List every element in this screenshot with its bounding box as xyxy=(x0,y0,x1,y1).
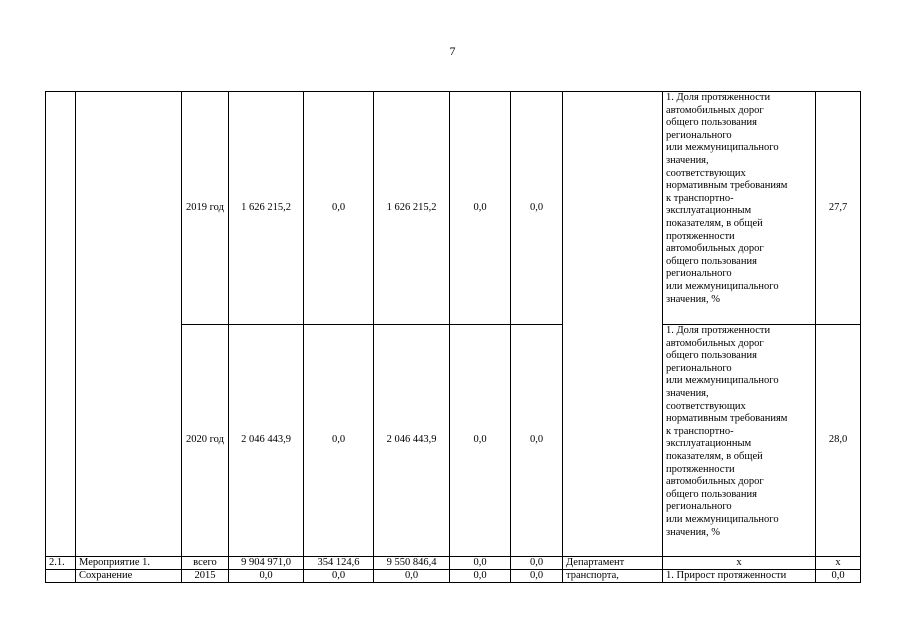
indicator-line: к транспортно- xyxy=(666,425,734,437)
regional-cell: 1 626 215,2 xyxy=(374,92,450,325)
federal-cell: 0,0 xyxy=(304,325,374,557)
indicator-line: показателям, в общей xyxy=(666,217,763,229)
executor-line1: Департамент xyxy=(563,557,663,570)
indicator-value-cell: 28,0 xyxy=(816,325,861,557)
indicator-line: значения, % xyxy=(666,293,721,305)
indicator-line: протяженности xyxy=(666,230,735,242)
regional-cell: 0,0 xyxy=(374,570,450,583)
other-cell: 0,0 xyxy=(511,557,563,570)
indicator-line: или межмуниципального xyxy=(666,513,779,525)
table-row-measure-2015 xyxy=(46,570,861,583)
indicator-line: автомобильных дорог xyxy=(666,337,764,349)
indicator-line: общего пользования xyxy=(666,488,757,500)
indicator-cell: 1. Прирост протяженности xyxy=(663,570,816,583)
indicator-line: регионального xyxy=(666,501,732,513)
indicator-line: автомобильных дорог xyxy=(666,104,764,116)
measure-number-cell-empty xyxy=(46,570,76,583)
executor-cell-empty xyxy=(563,92,663,557)
indicator-line: регионального xyxy=(666,362,732,374)
indicator-line: или межмуниципального xyxy=(666,375,779,387)
indicator-text xyxy=(666,92,812,306)
indicator-line: протяженности xyxy=(666,463,735,475)
table-row-2019 xyxy=(46,92,861,325)
indicator-line: эксплуатационным xyxy=(666,205,752,217)
indicator-line: общего пользования xyxy=(666,255,757,267)
indicator-line: или межмуниципального xyxy=(666,280,779,292)
municipal-cell: 0,0 xyxy=(450,570,511,583)
indicator-line: нормативным требованиям xyxy=(666,413,788,425)
other-cell: 0,0 xyxy=(511,325,563,557)
indicator-line: регионального xyxy=(666,129,732,141)
indicator-line: или межмуниципального xyxy=(666,142,779,154)
indicator-line: значения, % xyxy=(666,526,721,538)
indicator-line: регионального xyxy=(666,268,732,280)
table-row-measure-total xyxy=(46,557,861,570)
page-number: 7 xyxy=(449,44,456,58)
total-cell: 2 046 443,9 xyxy=(229,325,304,557)
regional-cell: 9 550 846,4 xyxy=(374,557,450,570)
number-cell-empty xyxy=(46,92,76,557)
indicator-line: нормативным требованиям xyxy=(666,180,788,192)
total-cell: 0,0 xyxy=(229,570,304,583)
total-cell: 1 626 215,2 xyxy=(229,92,304,325)
period-cell: всего xyxy=(182,557,229,570)
indicator-value-cell: 0,0 xyxy=(816,570,861,583)
indicator-line: эксплуатационным xyxy=(666,438,752,450)
total-cell: 9 904 971,0 xyxy=(229,557,304,570)
period-cell: 2015 xyxy=(182,570,229,583)
federal-cell: 354 124,6 xyxy=(304,557,374,570)
indicator-line: к транспортно- xyxy=(666,192,734,204)
measure-name-line2: Сохранение xyxy=(76,570,182,583)
indicator-cell: х xyxy=(663,557,816,570)
measure-number-cell: 2.1. xyxy=(46,557,76,570)
regional-cell: 2 046 443,9 xyxy=(374,325,450,557)
indicator-line: общего пользования xyxy=(666,117,757,129)
indicator-line: соответствующих xyxy=(666,167,746,179)
municipal-cell: 0,0 xyxy=(450,325,511,557)
indicator-cell xyxy=(663,92,816,325)
indicator-line: значения, xyxy=(666,387,709,399)
federal-cell: 0,0 xyxy=(304,570,374,583)
indicator-line: автомобильных дорог xyxy=(666,476,764,488)
indicator-cell xyxy=(663,325,816,557)
executor-line2: транспорта, xyxy=(563,570,663,583)
indicator-line: значения, xyxy=(666,154,709,166)
period-cell: 2020 год xyxy=(182,325,229,557)
indicator-value-cell: х xyxy=(816,557,861,570)
name-cell-empty xyxy=(76,92,182,557)
indicator-line: показателям, в общей xyxy=(666,450,763,462)
program-table xyxy=(45,91,861,583)
other-cell: 0,0 xyxy=(511,92,563,325)
indicator-line: общего пользования xyxy=(666,350,757,362)
indicator-value-cell: 27,7 xyxy=(816,92,861,325)
federal-cell: 0,0 xyxy=(304,92,374,325)
indicator-line: соответствующих xyxy=(666,400,746,412)
measure-name-line1: Мероприятие 1. xyxy=(76,557,182,570)
indicator-line: автомобильных дорог xyxy=(666,243,764,255)
indicator-line: 1. Доля протяженности xyxy=(666,92,771,103)
indicator-line: 1. Доля протяженности xyxy=(666,325,771,336)
period-cell: 2019 год xyxy=(182,92,229,325)
other-cell: 0,0 xyxy=(511,570,563,583)
municipal-cell: 0,0 xyxy=(450,557,511,570)
municipal-cell: 0,0 xyxy=(450,92,511,325)
indicator-text xyxy=(666,325,812,539)
